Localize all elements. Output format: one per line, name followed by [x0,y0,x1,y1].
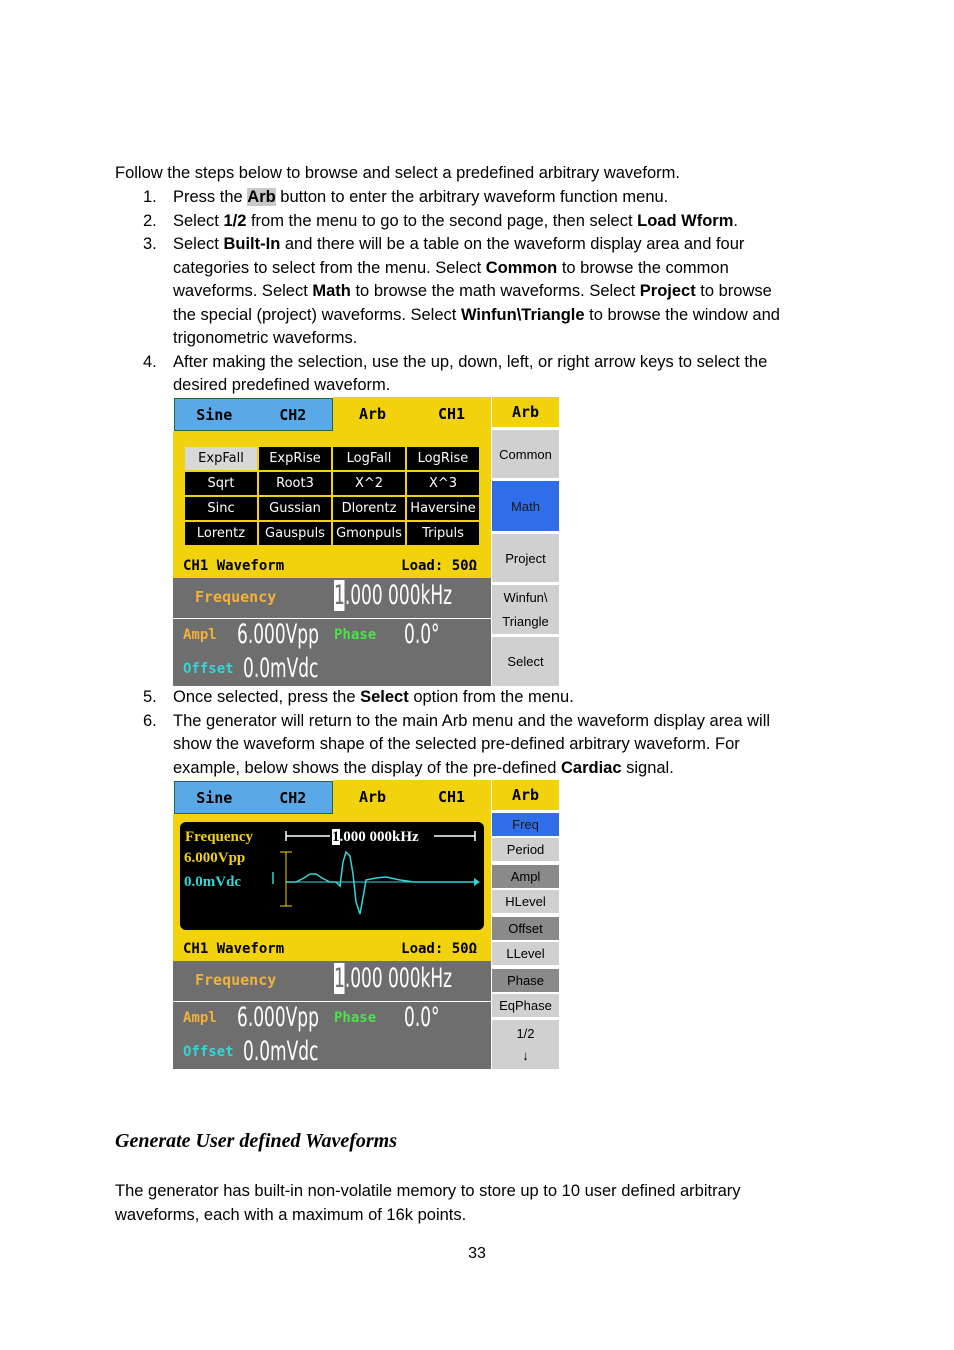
waveform-cell[interactable]: Dlorentz [332,496,406,521]
zero-arrow [474,878,480,886]
tab-bar [173,780,491,814]
menu-freq-button[interactable]: Freq [492,813,559,836]
frequency-row [173,961,491,1001]
waveform-cell[interactable]: X^2 [332,471,406,496]
bold-term: Common [485,258,558,277]
table-row [184,471,480,496]
frequency-value-rest: .000 000kHz [344,580,453,611]
frequency-cursor-digit: 1 [334,580,345,611]
softkey-menu [492,397,559,686]
tab-ch1-label: CH1 [437,788,466,806]
waveform-cell[interactable]: Sqrt [184,471,258,496]
menu-llevel-button[interactable]: LLevel [492,942,559,965]
tab-arb-ch1 [333,397,491,431]
menu-phase-button[interactable]: Phase [492,969,559,992]
cardiac-trace [286,852,474,914]
offset-label: Offset [183,1044,234,1060]
bold-term: 1/2 [223,211,247,230]
table-row [184,446,480,471]
bold-term: Built-In [223,235,281,253]
frequency-value-rest: .000 000kHz [344,963,453,994]
bold-term: Cardiac [560,758,622,777]
table-row [184,496,480,521]
tab-arb-label: Arb [358,405,387,423]
frequency-value [334,963,452,994]
tab-arb-label: Arb [358,788,387,806]
step-item [143,233,780,351]
menu-next-page-button[interactable]: 1/2 ↓ [492,1020,559,1069]
tab-sine-ch2 [174,398,333,431]
tab-arb-ch1 [333,780,491,814]
waveform-table [183,445,481,547]
bold-term: Load Wform [637,211,734,230]
steps-list-continued [143,686,770,780]
waveform-cell[interactable]: Gauspuls [258,521,332,546]
step-number: 3. [143,235,157,253]
screen-builtin-table [173,397,559,686]
page-number: 33 [468,1245,486,1262]
menu-title: Arb [492,780,559,810]
tab-bar [173,397,491,431]
waveform-cell[interactable]: LogFall [332,446,406,471]
frequency-row [173,578,491,618]
step-line: example, below shows the display of the pre-defined Cardiac signal. [173,758,674,777]
step-item [143,710,770,781]
waveform-cell[interactable]: X^3 [406,471,480,496]
frequency-label: Frequency [195,588,277,606]
waveform-label: CH1 Waveform [183,941,285,957]
waveform-cell[interactable]: Haversine [406,496,480,521]
waveform-cell[interactable]: LogRise [406,446,480,471]
bold-term: Winfun\Triangle [460,305,585,324]
load-label: Load: 50Ω [401,941,477,957]
waveform-label: CH1 Waveform [183,558,285,574]
bold-term: Project [639,282,696,300]
display-frequency-rest: .000 000kHz [339,829,419,845]
step-line: trigonometric waveforms. [173,329,358,347]
menu-period-button[interactable]: Period [492,838,559,861]
section-heading: Generate User defined Waveforms [115,1130,397,1152]
amplitude-value: 6.000Vpp [237,619,319,650]
step-item [143,686,770,710]
bold-term: Math [312,282,351,300]
amplitude-label: Ampl [183,627,217,643]
step-line: The generator will return to the main Arb menu and the waveform display area will [173,711,771,730]
amplitude-row [173,619,491,686]
step-item [143,186,780,210]
load-label: Load: 50Ω [401,558,477,574]
waveform-row [173,555,491,579]
waveform-cell[interactable]: Gussian [258,496,332,521]
table-row [184,521,480,546]
step-number: 2. [143,211,157,230]
menu-math-button[interactable]: Math [492,481,559,531]
waveform-cell[interactable]: Tripuls [406,521,480,546]
step-number: 5. [143,688,157,706]
menu-select-button[interactable]: Select [492,637,559,686]
waveform-display [180,822,484,930]
step-line: show the waveform shape of the selected pre-defined arbitrary waveform. For [173,735,740,753]
tab-ch1-label: CH1 [437,405,466,423]
step-line: Select Built-In and there will be a table on the waveform display area and four [173,235,745,253]
screen-cardiac-display [173,780,559,1069]
bold-term: Select [360,688,409,706]
menu-common-button[interactable]: Common [492,430,559,478]
phase-value: 0.0° [404,619,440,650]
step-number: 1. [143,188,157,206]
step-line: Once selected, press the Select option from the menu. [173,688,574,706]
menu-offset-button[interactable]: Offset [492,917,559,940]
offset-label: Offset [183,661,234,677]
steps-list [143,186,780,398]
menu-hlevel-button[interactable]: HLevel [492,890,559,913]
offset-value: 0.0mVdc [243,653,319,684]
amplitude-value: 6.000Vpp [237,1002,319,1033]
waveform-cell[interactable]: ExpRise [258,446,332,471]
tab-sine-label: Sine [196,788,233,807]
step-number: 4. [143,352,157,371]
display-amplitude-value: 6.000Vpp [184,850,246,866]
paragraph-line: The generator has built-in non-volatile memory to store up to 10 user defined arbitrary [115,1182,741,1200]
menu-title: Arb [492,397,559,427]
step-line: the special (project) waveforms. Select Winfun\Triangle to browse the window and [173,305,780,324]
bold-term: Arb [247,188,276,206]
step-line: After making the selection, use the up, down, left, or right arrow keys to select the [173,352,768,371]
phase-label: Phase [334,1010,377,1026]
phase-value: 0.0° [404,1002,440,1033]
step-line: waveforms. Select Math to browse the math waveforms. Select Project to browse [173,282,772,300]
tab-sine-ch2 [174,781,333,814]
tab-ch2-label: CH2 [279,788,307,807]
waveform-row [173,938,491,962]
amplitude-label: Ampl [183,1010,217,1026]
frequency-cursor-digit: 1 [334,963,345,994]
menu-project-button[interactable]: Project [492,534,559,582]
softkey-menu [492,780,559,1069]
display-frequency-cursor: 1 [332,829,340,845]
intro-text: Follow the steps below to browse and select a predefined arbitrary waveform. [115,164,680,182]
menu-winfun-triangle-button[interactable]: Winfun\ Triangle [492,585,559,634]
tab-sine-label: Sine [196,405,233,424]
waveform-cell[interactable]: ExpFall [184,446,258,471]
waveform-cell[interactable]: Lorentz [184,521,258,546]
display-offset-value: 0.0mVdc [184,874,242,890]
waveform-cell[interactable]: Gmonpuls [332,521,406,546]
waveform-cell[interactable]: Sinc [184,496,258,521]
frequency-value [334,580,452,611]
menu-eqphase-button[interactable]: EqPhase [492,994,559,1017]
step-item [143,210,780,234]
step-number: 6. [143,711,157,730]
display-frequency-label: Frequency [185,829,254,845]
tab-ch2-label: CH2 [279,405,307,424]
waveform-cell[interactable]: Root3 [258,471,332,496]
step-item [143,351,780,398]
step-line: desired predefined waveform. [173,376,391,394]
paragraph-line: waveforms, each with a maximum of 16k points. [115,1205,467,1224]
offset-value: 0.0mVdc [243,1036,319,1067]
step-line: Press the Arb button to enter the arbitrary waveform function menu. [173,188,669,206]
cardiac-waveform [180,822,484,930]
step-line: Select 1/2 from the menu to go to the second page, then select Load Wform. [173,211,738,230]
step-line: categories to select from the menu. Select Common to browse the common [173,258,729,277]
section-paragraph [115,1180,741,1227]
amplitude-row [173,1002,491,1069]
phase-label: Phase [334,627,377,643]
frequency-label: Frequency [195,971,277,989]
menu-ampl-button[interactable]: Ampl [492,865,559,888]
